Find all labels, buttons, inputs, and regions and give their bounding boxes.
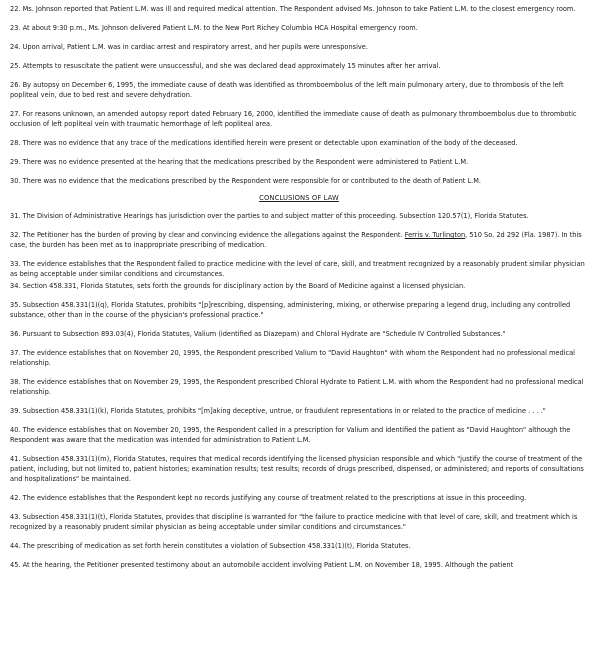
- conclusion-33: 33. The evidence establishes that the Respondent failed to practice medicine with the level of care, skill, and treatment recognized by a reasonably prudent similar physician as being acceptable under similar conditions and circumstances.: [10, 260, 585, 278]
- finding-26: 26. By autopsy on December 6, 1995, the immediate cause of death was identified as thromboembolus of the left main pulmonary artery, due to thrombosis of the left popliteal vein, due to bed rest and severe dehydration.: [10, 81, 564, 99]
- conclusion-31: 31. The Division of Administrative Hearings has jurisdiction over the parties to and subject matter of this proceeding. Subsection 120.57(1), Florida Statutes.: [10, 212, 529, 220]
- finding-23: 23. At about 9:30 p.m., Ms. Johnson delivered Patient L.M. to the New Port Richey Columbia HCA Hospital emergency room.: [10, 24, 418, 32]
- conclusion-45: 45. At the hearing, the Petitioner presented testimony about an automobile accident involving Patient L.M. on November 18, 1995. Although the patient: [10, 561, 514, 569]
- conclusion-36: 36. Pursuant to Subsection 893.03(4), Florida Statutes, Valium (identified as Diazepam) and Chloral Hydrate are "Schedule IV Controlled Substances.": [10, 330, 506, 338]
- conclusion-34: 34. Section 458.331, Florida Statutes, sets forth the grounds for disciplinary action by the Board of Medicine against a licensed physician.: [10, 282, 466, 290]
- finding-27: 27. For reasons unknown, an amended autopsy report dated February 16, 2000, identified the immediate cause of death as pulmonary thromboembolus due to thrombotic occlusion of left popliteal vein with traumatic hemorrhage of left popliteal area.: [10, 110, 577, 128]
- case-citation-link[interactable]: Ferris v. Turlington: [404, 231, 466, 239]
- conclusion-37: 37. The evidence establishes that on November 20, 1995, the Respondent prescribed Valium to "David Haughton" with whom the Respondent had no professional medical relationship.: [10, 349, 575, 367]
- conclusion-43: 43. Subsection 458.331(1)(t), Florida Statutes, provides that discipline is warranted for "the failure to practice medicine with that level of care, skill, and treatment which is recognized by a reasonably prudent similar physician as being acceptable under similar conditions and circumstances.": [10, 513, 578, 531]
- finding-24: 24. Upon arrival, Patient L.M. was in cardiac arrest and respiratory arrest, and her pupils were unresponsive.: [10, 43, 368, 51]
- conclusion-40: 40. The evidence establishes that on November 20, 1995, the Respondent called in a prescription for Valium and identified the patient as "David Haughton" although the Respondent was aware that the medication was intended for administration to Patient L.M.: [10, 426, 571, 444]
- finding-28: 28. There was no evidence that any trace of the medications identified herein were present or detectable upon examination of the body of the deceased.: [10, 139, 518, 147]
- conclusion-32: [10, 230, 588, 250]
- conclusion-42: 42. The evidence establishes that the Respondent kept no records justifying any course of treatment related to the prescriptions at issue in this proceeding.: [10, 494, 527, 502]
- finding-30: 30. There was no evidence that the medications prescribed by the Respondent were responsible for or contributed to the death of Patient L.M.: [10, 177, 482, 185]
- conclusion-39: 39. Subsection 458.331(1)(k), Florida Statutes, prohibits "[m]aking deceptive, untrue, or fraudulent representations in or related to the practice of medicine . . . .": [10, 407, 546, 415]
- finding-29: 29. There was no evidence presented at the hearing that the medications prescribed by the Respondent were administered to Patient L.M.: [10, 158, 469, 166]
- conclusion-32-text-before: 32. The Petitioner has the burden of proving by clear and convincing evidence the allegations against the Respondent.: [10, 231, 405, 239]
- conclusions-heading: CONCLUSIONS OF LAW: [259, 194, 339, 202]
- conclusion-32-text-after: , 510 So. 2d 292 (Fla. 1987). In this case, the burden has been met as to inappropriate prescribing of medication.: [10, 231, 582, 249]
- conclusion-38: 38. The evidence establishes that on November 29, 1995, the Respondent prescribed Chloral Hydrate to Patient L.M. with whom the Respondent had no professional medical relationship.: [10, 378, 584, 396]
- finding-22: 22. Ms. Johnson reported that Patient L.M. was ill and required medical attention. The Respondent advised Ms. Johnson to take Patient L.M. to the closest emergency room.: [10, 5, 576, 13]
- conclusion-35: 35. Subsection 458.331(1)(q), Florida Statutes, prohibits "[p]rescribing, dispensing, administering, mixing, or otherwise preparing a legend drug, including any controlled substance, other than in the course of the physician's professional practice.": [10, 301, 571, 319]
- finding-25: 25. Attempts to resuscitate the patient were unsuccessful, and she was declared dead approximately 15 minutes after her arrival.: [10, 62, 441, 70]
- conclusion-41: 41. Subsection 458.331(1)(m), Florida Statutes, requires that medical records identifying the licensed physician responsible and which "justify the course of treatment of the patient, including, but not limited to, patient histories; examination results; test results; records of drugs prescribed, dispensed, or administered; and reports of consultations and hospitalizations" be maintained.: [10, 455, 584, 483]
- conclusion-44: 44. The prescribing of medication as set forth herein constitutes a violation of Subsection 458.331(1)(t), Florida Statutes.: [10, 542, 411, 550]
